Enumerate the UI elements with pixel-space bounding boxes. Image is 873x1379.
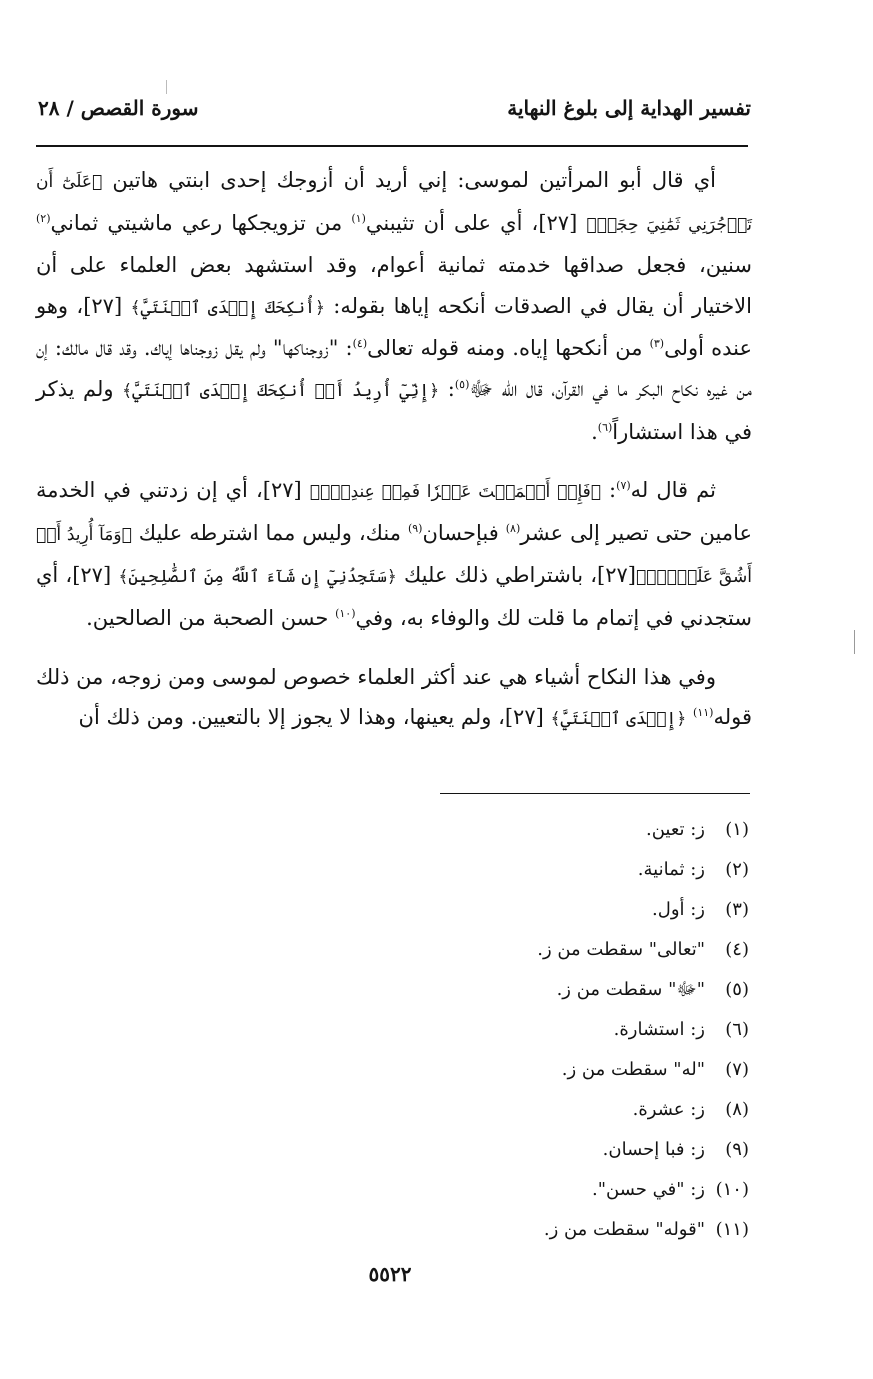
text-run: أي قال أبو المرأتين لموسى: إني أريد أن أزوجك إحدى ابنتي هاتين (102, 168, 716, 192)
footnote-text: ز: فبا إحسان. (602, 1139, 705, 1160)
text-run: وفي هذا النكاح أشياء هي عند أكثر العلماء خصوص لموسى ومن زوجه، من ذلك قوله (36, 664, 752, 730)
footnote-number: (٥) (725, 979, 749, 1000)
text-run: من تزويجكها رعي ماشيتي ثماني (50, 210, 352, 235)
footnote-item (389, 1050, 749, 1090)
footnote-number: (٦) (725, 1019, 749, 1040)
text-run: : "زوجناكها" ولم يقل زوجناها إياك. وقد قال مالك: إن من غيره نكاح البكر ما في القرآن، قال الله ﷻ (36, 336, 752, 401)
text-run: ثم قال له (630, 478, 716, 503)
footnote-text: ز: أول. (652, 899, 705, 920)
quran-quote: ﴿فَإِنۡ أَتۡمَمۡتَ عَشۡرٗا فَمِنۡ عِندِكَۖ﴾ (309, 482, 601, 503)
footnote-item (389, 970, 749, 1010)
footnote-number: (٧) (725, 1059, 749, 1080)
footnote-item (389, 810, 749, 850)
text-run: [٢٧]، أي على أن تثيبني (365, 210, 587, 235)
footnote-ref[interactable]: (٥) (454, 377, 470, 391)
footnote-ref[interactable]: (٧) (616, 479, 631, 493)
footnote-number: (٩) (725, 1139, 749, 1160)
quran-quote: ﴿أُنكِحَكَ إِحۡدَى ٱبۡنَتَيَّ﴾ (130, 297, 325, 318)
footnote-ref[interactable]: (٩) (407, 521, 423, 535)
footnote-ref[interactable]: (٣) (649, 337, 665, 351)
paragraph-3 (36, 657, 752, 740)
footnote-separator (440, 793, 750, 794)
footnote-item (389, 930, 749, 970)
footnote-text: ز: "في حسن". (592, 1179, 705, 1200)
text-run: منك، وليس مما اشترطه عليك (131, 520, 408, 545)
footnote-item (389, 850, 749, 890)
footnote-ref[interactable]: (٨) (505, 521, 521, 535)
text-run: سنين، فجعل صداقها خدمته ثمانية أعوام، وقد استشهد بعض العلماء على أن الاختيار أن يقال في الصدقات أنكحه إياها بقوله: (36, 253, 752, 318)
text-run: ولم يذكر في هذا استشاراً (36, 376, 752, 444)
text-run: [٢٧]، ولم يعينها، وهذا لا يجوز إلا بالتعيين. ومن ذلك أن (78, 705, 551, 730)
footnote-ref[interactable]: (١٠) (335, 606, 356, 620)
footnote-ref[interactable]: (١) (351, 211, 366, 225)
quran-quote: ﴿وَمَآ أُرِيدُ أَنۡ أَشُقَّ عَلَيۡكَۚ﴾ (36, 524, 753, 588)
text-run: من أنكحها إياه. ومنه قوله تعالى (367, 336, 650, 361)
quran-quote: ﴿سَتَجِدُنِيٓ إِن شَآءَ ٱللَّهُ مِنَ ٱلصَّٰلِحِينَ﴾ (118, 567, 397, 588)
footnote-text: "ﷻ" سقطت من ز. (556, 979, 705, 1000)
scan-mark (166, 80, 167, 94)
footnote-item (389, 890, 749, 930)
footnote-number: (٤) (725, 939, 749, 960)
footnote-number: (١١) (715, 1219, 749, 1240)
scan-mark (854, 630, 855, 654)
footnote-number: (٨) (725, 1099, 749, 1120)
text-run: حسن الصحبة من الصالحين. (86, 605, 336, 630)
text-run: . (591, 419, 598, 444)
paragraph-1 (36, 160, 752, 452)
quran-quote: ﴿عَلَىٰٓ أَن تَأۡجُرَنِي ثَمَٰنِيَ حِجَجٖ﴾ (36, 172, 752, 235)
text-run: [٢٧]، وهو عنده أولى (36, 293, 752, 361)
running-header-surah: سورة القصص / ٢٨ (38, 96, 199, 120)
footnote-number: (١) (725, 819, 749, 840)
paragraph-2 (36, 470, 752, 638)
text-run: : (600, 478, 617, 503)
running-header-book-title: تفسير الهداية إلى بلوغ النهاية (507, 96, 751, 120)
text-run: [٢٧]، أي ستجدني في إتمام ما قلت لك والوفاء به، وفي (36, 563, 752, 630)
footnote-text: ز: استشارة. (613, 1019, 705, 1040)
text-run: [٢٧]، أي إن زدتني في الخدمة عامين حتى تصير إلى عشر (36, 478, 752, 545)
footnote-text: "قوله" سقطت من ز. (543, 1219, 705, 1240)
text-run: فبإحسان (422, 520, 506, 545)
footnote-text: ز: ثمانية. (637, 859, 705, 880)
text-run: [٢٧]، باشتراطي ذلك عليك (396, 563, 636, 588)
footnote-number: (٢) (725, 859, 749, 880)
footnote-item (389, 1090, 749, 1130)
page-number: ٥٥٢٢ (368, 1262, 412, 1286)
quran-quote: ﴿إِنِّيٓ أُرِيدُ أَنۡ أُنكِحَكَ إِحۡدَى ٱبۡنَتَيَّ﴾ (122, 380, 440, 401)
text-run: : (439, 376, 455, 401)
footnote-ref[interactable]: (١١) (693, 706, 714, 720)
footnote-text: ز: عشرة. (632, 1099, 705, 1120)
footnote-text: ز: تعين. (645, 819, 705, 840)
footnote-text: "له" سقطت من ز. (561, 1059, 705, 1080)
footnote-item (389, 1210, 749, 1250)
footnotes (389, 810, 749, 1250)
quran-quote: ﴿إِحۡدَى ٱبۡنَتَيَّ﴾ (550, 709, 687, 730)
footnote-item (389, 1170, 749, 1210)
main-text (36, 160, 752, 740)
footnote-text: "تعالى" سقطت من ز. (537, 939, 705, 960)
footnote-number: (٣) (725, 899, 749, 920)
footnote-item (389, 1010, 749, 1050)
footnote-item (389, 1130, 749, 1170)
footnote-ref[interactable]: (٦) (597, 420, 613, 434)
footnote-ref[interactable]: (٢) (36, 211, 51, 225)
header-rule (36, 145, 748, 147)
footnote-number: (١٠) (715, 1179, 749, 1200)
footnote-ref[interactable]: (٤) (352, 337, 368, 351)
